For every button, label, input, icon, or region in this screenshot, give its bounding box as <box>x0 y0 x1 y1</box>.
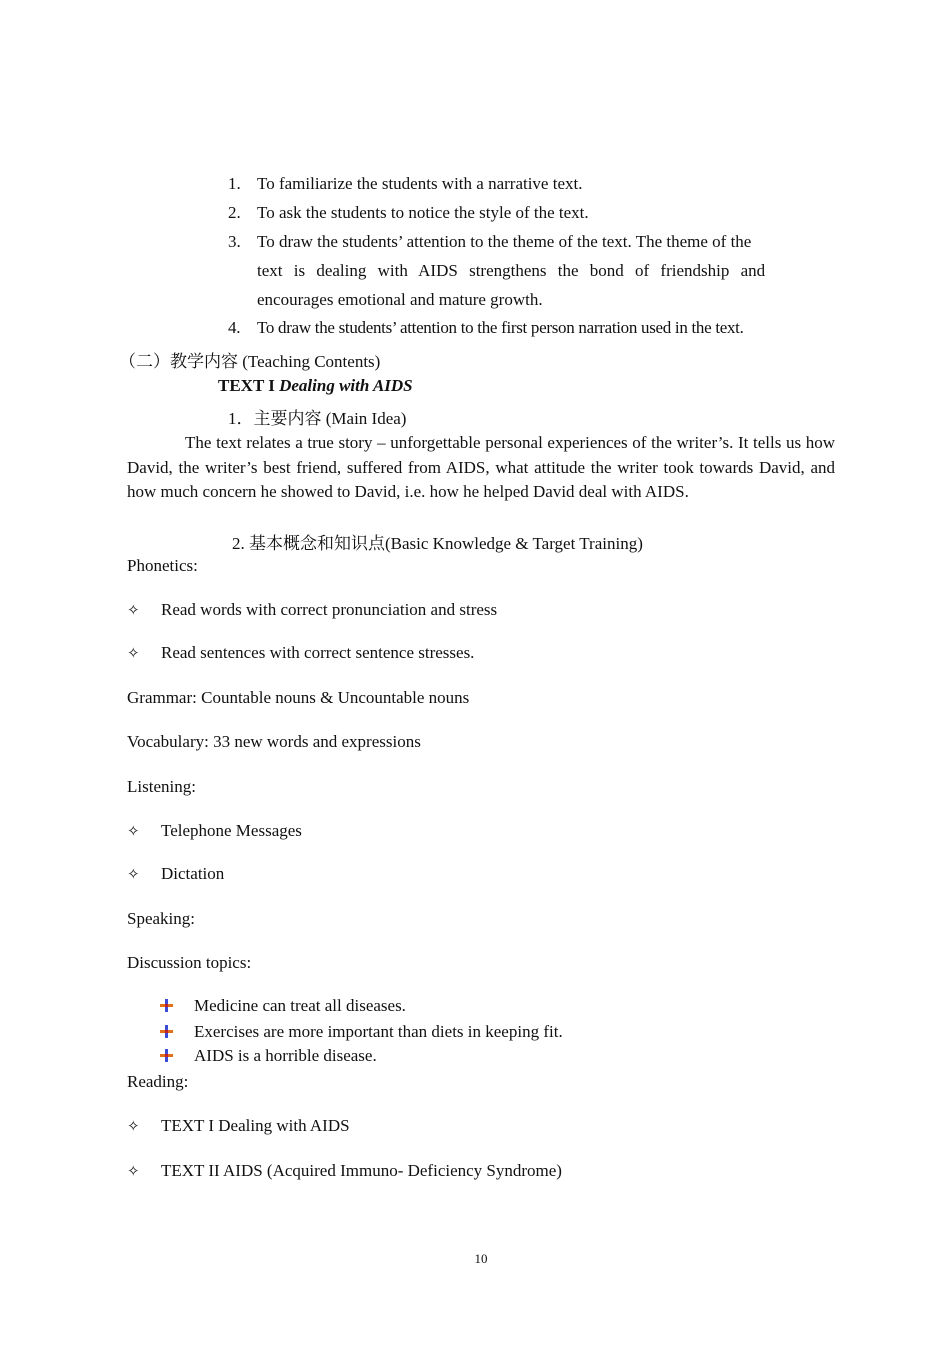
text-title <box>218 376 413 396</box>
objective-text: To familiarize the students with a narrative text. <box>257 174 583 193</box>
list-item-text: Read words with correct pronunciation and stress <box>161 600 498 619</box>
diamond-star-icon: ✧ <box>127 1117 140 1135</box>
text-title-name: Dealing with AIDS <box>279 376 413 395</box>
diamond-star-icon: ✧ <box>127 1162 140 1180</box>
list-item-text: AIDS is a horrible disease. <box>194 1046 377 1065</box>
main-idea-paragraph <box>127 431 835 505</box>
objective-number: 1. <box>228 174 241 193</box>
objective-number: 4. <box>228 318 241 337</box>
plus-cross-icon <box>160 999 173 1012</box>
objective-item <box>228 232 751 252</box>
plus-cross-icon <box>160 1025 173 1038</box>
objective-item <box>228 318 744 338</box>
main-idea-heading: 1．主要内容 (Main Idea) <box>228 409 407 428</box>
discussion-label: Discussion topics: <box>127 953 252 972</box>
list-item <box>160 1046 377 1066</box>
objective-text-continued: text is dealing with AIDS strengthens the bond of friendship and <box>257 261 766 280</box>
main-idea-text: The text relates a true story – unforgettable personal experiences of the writer’s. It tells us how David, the writer’s best friend, suffered from AIDS, what attitude the writer took towards David, and how much concern he showed to David, i.e. how he helped David deal with AIDS. <box>127 433 835 501</box>
diamond-star-icon: ✧ <box>127 822 140 840</box>
list-item <box>127 1161 562 1181</box>
list-item <box>160 996 406 1016</box>
list-item-text: TEXT II AIDS (Acquired Immuno- Deficiency Syndrome) <box>161 1161 562 1180</box>
basic-knowledge-heading: 2. 基本概念和知识点(Basic Knowledge & Target Training) <box>232 534 643 553</box>
objective-text-continued: encourages emotional and mature growth. <box>257 290 543 309</box>
objective-text: To draw the students’ attention to the theme of the text. The theme of the <box>257 232 752 251</box>
objective-number: 3. <box>228 232 241 251</box>
diamond-star-icon: ✧ <box>127 865 140 883</box>
objective-number: 2. <box>228 203 241 222</box>
speaking-label: Speaking: <box>127 909 195 928</box>
list-item-text: Telephone Messages <box>161 821 302 840</box>
listening-label: Listening: <box>127 777 196 796</box>
list-item-text: Exercises are more important than diets in keeping fit. <box>194 1022 563 1041</box>
diamond-star-icon: ✧ <box>127 601 140 619</box>
list-item-text: Read sentences with correct sentence stresses. <box>161 643 475 662</box>
reading-label: Reading: <box>127 1072 189 1091</box>
page-number: 10 <box>474 1251 488 1266</box>
text-title-prefix: TEXT I <box>218 376 280 395</box>
objective-text: To ask the students to notice the style of the text. <box>257 203 589 222</box>
list-item <box>127 643 474 663</box>
list-item-text: Medicine can treat all diseases. <box>194 996 406 1015</box>
section-heading: （二）教学内容 (Teaching Contents) <box>119 352 381 371</box>
diamond-star-icon: ✧ <box>127 644 140 662</box>
objective-item <box>228 174 582 194</box>
list-item <box>127 821 302 841</box>
plus-cross-icon <box>160 1049 173 1062</box>
list-item <box>160 1022 563 1042</box>
phonetics-label: Phonetics: <box>127 556 198 575</box>
objective-text: To draw the students’ attention to the first person narration used in the text. <box>257 318 744 337</box>
list-item <box>127 600 497 620</box>
list-item-text: Dictation <box>161 864 225 883</box>
list-item <box>127 864 224 884</box>
list-item <box>127 1116 350 1136</box>
grammar-line: Grammar: Countable nouns & Uncountable nouns <box>127 688 470 707</box>
list-item-text: TEXT I Dealing with AIDS <box>161 1116 350 1135</box>
vocabulary-line: Vocabulary: 33 new words and expressions <box>127 732 421 751</box>
objective-item <box>228 203 589 223</box>
